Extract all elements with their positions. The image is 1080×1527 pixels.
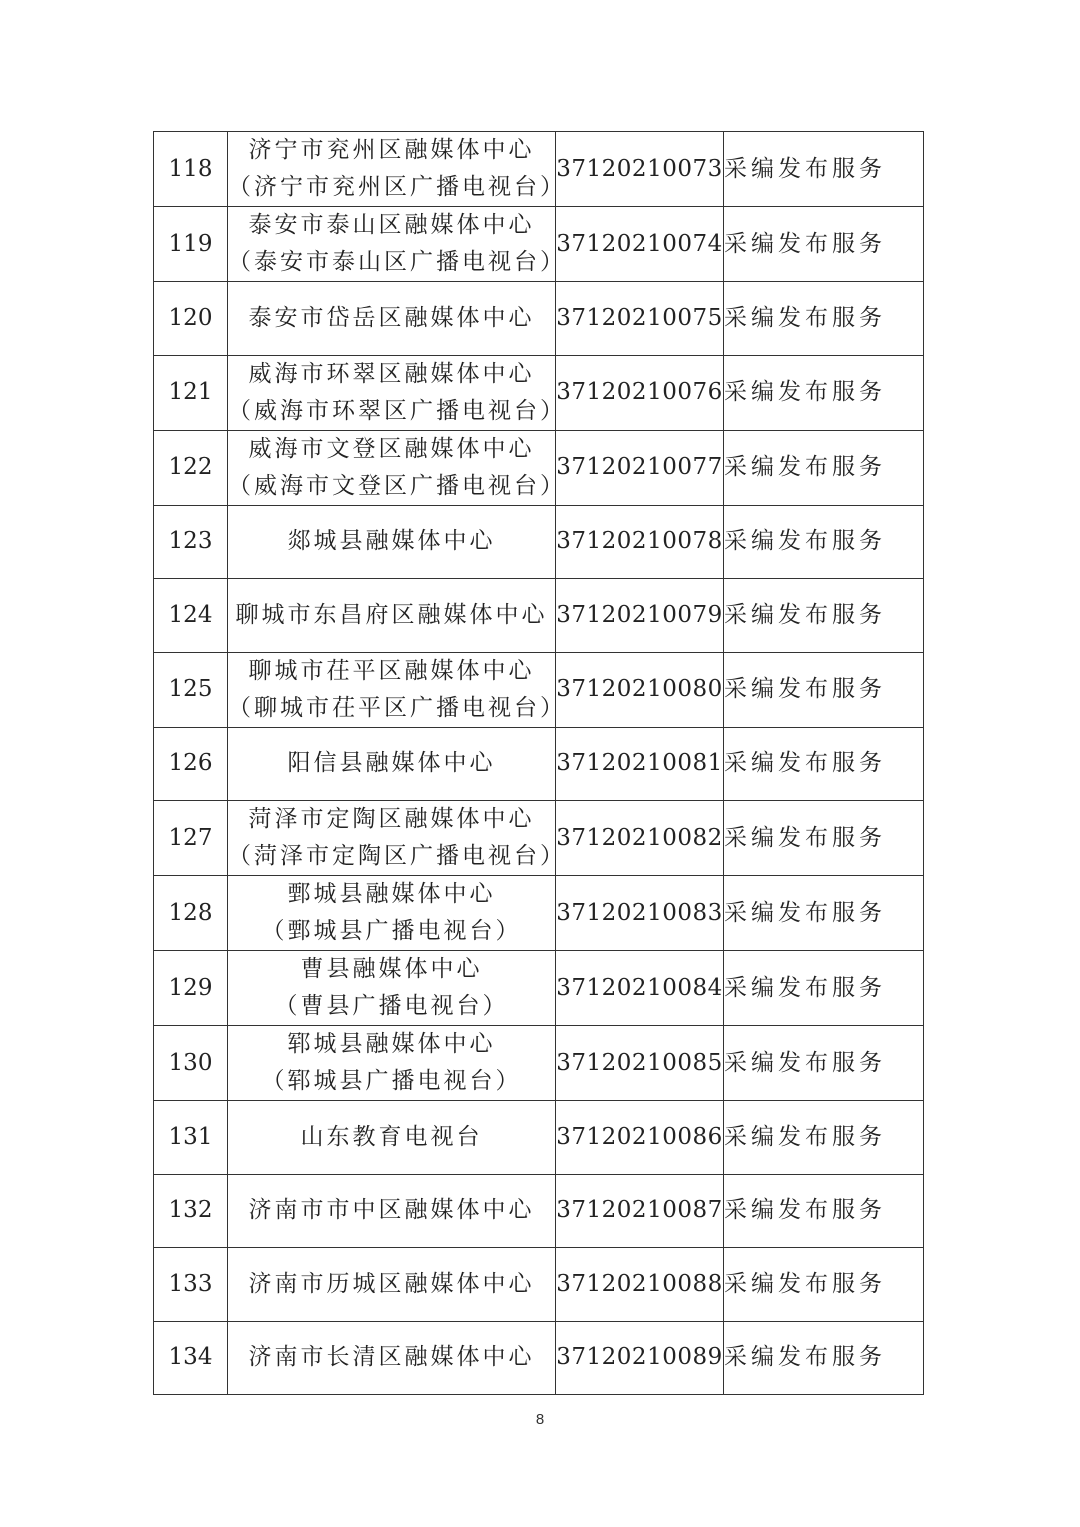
organization-name-line: 聊城市茌平区融媒体中心 <box>248 657 535 684</box>
table-row <box>154 1174 924 1248</box>
organization-name-line: （菏泽市定陶区广播电视台） <box>228 843 566 869</box>
organization-name <box>228 727 556 801</box>
organization-name <box>228 355 566 430</box>
service-scope: 采编发布服务 <box>724 1101 924 1175</box>
service-scope: 采编发布服务 <box>724 207 924 282</box>
organization-name <box>228 207 566 282</box>
organization-name-line: 威海市文登区融媒体中心 <box>248 435 535 462</box>
row-number: 133 <box>154 1248 228 1322</box>
organization-name-line: 鄄城县融媒体中心 <box>287 881 496 907</box>
service-scope: 采编发布服务 <box>724 579 924 653</box>
license-code: 37120210082 <box>556 801 724 876</box>
organization-name <box>228 876 556 951</box>
organization-name-line: 泰安市岱岳区融媒体中心 <box>248 304 535 331</box>
license-code: 37120210079 <box>556 579 724 653</box>
organization-name <box>228 1321 556 1395</box>
row-number: 124 <box>154 579 228 653</box>
table-row <box>154 652 924 727</box>
license-code: 37120210087 <box>556 1174 724 1248</box>
organization-name-line: 济南市历城区融媒体中心 <box>248 1270 535 1297</box>
license-code: 37120210083 <box>556 876 724 951</box>
license-code: 37120210078 <box>556 505 724 579</box>
organization-name-line: 山东教育电视台 <box>300 1123 483 1150</box>
service-scope: 采编发布服务 <box>724 1248 924 1322</box>
organization-name-line: 聊城市东昌府区融媒体中心 <box>235 601 548 628</box>
table-row <box>154 801 924 876</box>
license-code: 37120210074 <box>556 207 724 282</box>
organization-name-line: 郯城县融媒体中心 <box>287 528 496 555</box>
organization-name <box>228 1174 556 1248</box>
row-number: 125 <box>154 652 228 727</box>
organization-name-line: （泰安市泰山区广播电视台） <box>228 249 566 275</box>
table-row <box>154 951 924 1026</box>
service-scope: 采编发布服务 <box>724 727 924 801</box>
organization-name-line: （聊城市茌平区广播电视台） <box>228 694 566 721</box>
service-scope: 采编发布服务 <box>724 355 924 430</box>
table-row <box>154 1101 924 1175</box>
license-code: 37120210089 <box>556 1321 724 1395</box>
license-code: 37120210084 <box>556 951 724 1026</box>
row-number: 128 <box>154 876 228 951</box>
organization-name-line: （威海市文登区广播电视台） <box>228 472 566 499</box>
organization-name-line: 济宁市兖州区融媒体中心 <box>248 137 535 163</box>
service-scope: 采编发布服务 <box>724 1026 924 1101</box>
row-number: 130 <box>154 1026 228 1101</box>
organization-name <box>228 951 556 1026</box>
organization-name <box>228 1026 556 1101</box>
license-table <box>153 131 924 1395</box>
table-row <box>154 876 924 951</box>
table-row <box>154 1248 924 1322</box>
table-row <box>154 1321 924 1395</box>
table-row <box>154 430 924 505</box>
license-code: 37120210080 <box>556 652 724 727</box>
organization-name <box>228 132 566 207</box>
row-number: 121 <box>154 355 228 430</box>
organization-name-line: （郓城县广播电视台） <box>261 1068 522 1094</box>
table-row <box>154 1026 924 1101</box>
organization-name <box>228 1101 556 1175</box>
organization-name-line: （威海市环翠区广播电视台） <box>228 397 566 424</box>
table-row <box>154 282 924 356</box>
organization-name-line: 济南市市中区融媒体中心 <box>248 1197 535 1224</box>
service-scope: 采编发布服务 <box>724 876 924 951</box>
row-number: 119 <box>154 207 228 282</box>
license-code: 37120210081 <box>556 727 724 801</box>
license-code: 37120210085 <box>556 1026 724 1101</box>
table-row <box>154 727 924 801</box>
license-code: 37120210073 <box>556 132 724 207</box>
organization-name-line: 曹县融媒体中心 <box>300 956 483 982</box>
table-row <box>154 505 924 579</box>
page-number: 8 <box>535 1411 545 1428</box>
organization-name <box>228 652 566 727</box>
organization-name-line: （济宁市兖州区广播电视台） <box>228 174 566 200</box>
row-number: 134 <box>154 1321 228 1395</box>
service-scope: 采编发布服务 <box>724 430 924 505</box>
organization-name-line: 威海市环翠区融媒体中心 <box>248 360 535 387</box>
license-code: 37120210088 <box>556 1248 724 1322</box>
organization-name <box>228 801 566 876</box>
service-scope: 采编发布服务 <box>724 282 924 356</box>
organization-name-line: （鄄城县广播电视台） <box>261 918 522 944</box>
row-number: 132 <box>154 1174 228 1248</box>
row-number: 122 <box>154 430 228 505</box>
table-row <box>154 132 924 207</box>
organization-name <box>228 579 556 653</box>
organization-name-line: 阳信县融媒体中心 <box>287 750 496 777</box>
table-row <box>154 579 924 653</box>
row-number: 123 <box>154 505 228 579</box>
row-number: 118 <box>154 132 228 207</box>
license-code: 37120210086 <box>556 1101 724 1175</box>
service-scope: 采编发布服务 <box>724 1321 924 1395</box>
organization-name-line: 泰安市泰山区融媒体中心 <box>248 212 535 238</box>
service-scope: 采编发布服务 <box>724 801 924 876</box>
organization-name <box>228 282 556 356</box>
organization-name <box>228 505 556 579</box>
table-row <box>154 355 924 430</box>
license-code: 37120210077 <box>556 430 724 505</box>
row-number: 126 <box>154 727 228 801</box>
row-number: 131 <box>154 1101 228 1175</box>
license-code: 37120210075 <box>556 282 724 356</box>
service-scope: 采编发布服务 <box>724 951 924 1026</box>
organization-name <box>228 430 566 505</box>
row-number: 129 <box>154 951 228 1026</box>
table-row <box>154 207 924 282</box>
organization-name-line: 济南市长清区融媒体中心 <box>248 1344 535 1371</box>
organization-name <box>228 1248 556 1322</box>
table-body <box>154 132 924 1395</box>
service-scope: 采编发布服务 <box>724 1174 924 1248</box>
license-code: 37120210076 <box>556 355 724 430</box>
organization-name-line: 郓城县融媒体中心 <box>287 1031 496 1057</box>
service-scope: 采编发布服务 <box>724 505 924 579</box>
service-scope: 采编发布服务 <box>724 652 924 727</box>
row-number: 120 <box>154 282 228 356</box>
row-number: 127 <box>154 801 228 876</box>
service-scope: 采编发布服务 <box>724 132 924 207</box>
organization-name-line: （曹县广播电视台） <box>274 993 509 1019</box>
organization-name-line: 菏泽市定陶区融媒体中心 <box>248 806 535 832</box>
